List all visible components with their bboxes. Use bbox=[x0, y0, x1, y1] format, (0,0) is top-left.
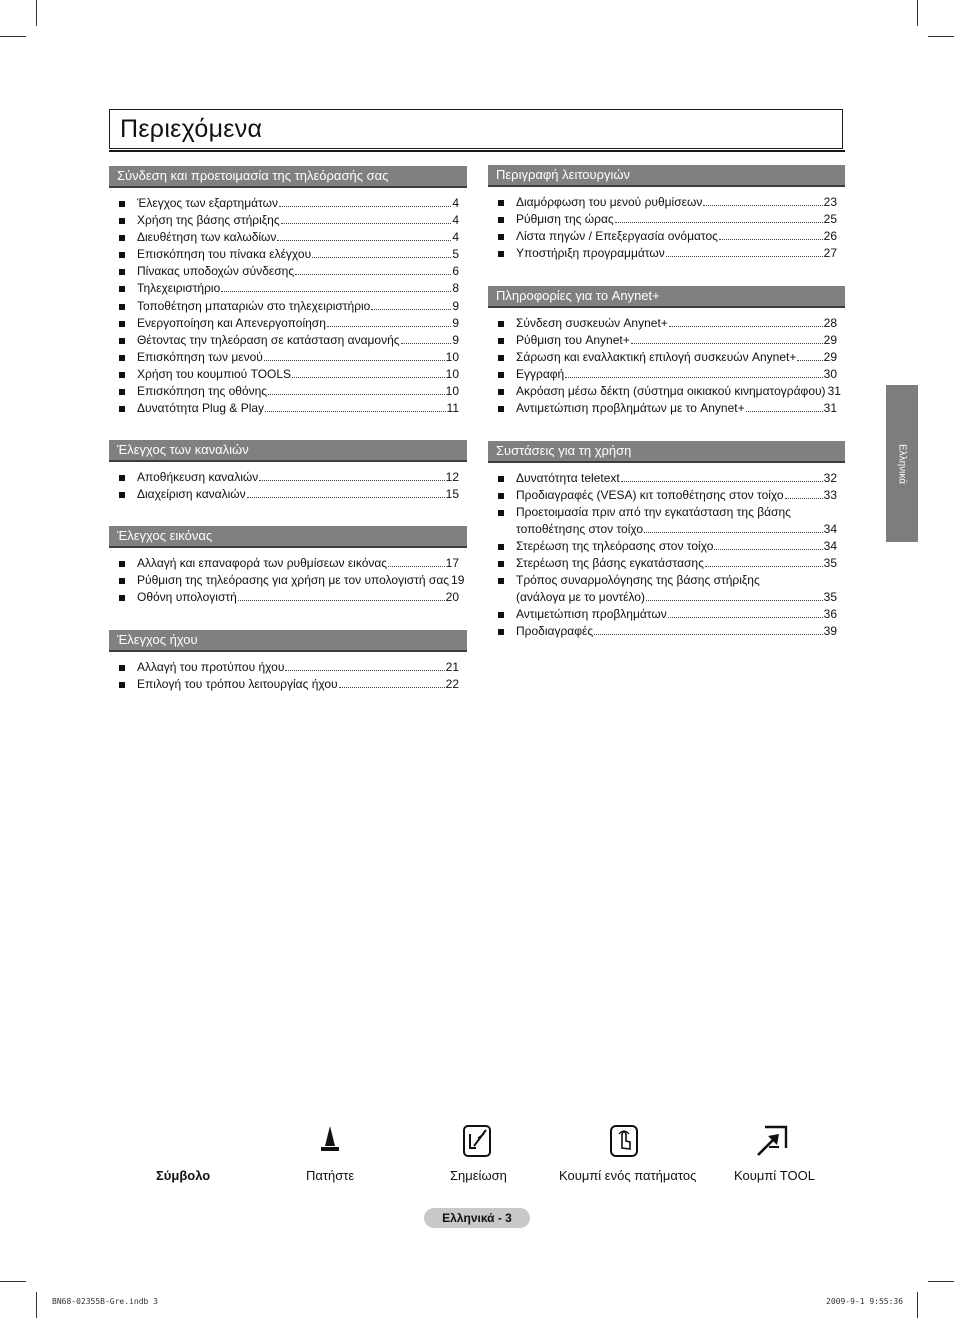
dot-leader bbox=[746, 401, 823, 412]
square-bullet-icon bbox=[119, 492, 125, 498]
toc-entry[interactable] bbox=[109, 589, 467, 606]
square-bullet-icon bbox=[119, 561, 125, 567]
toc-entry-page-number: 29 bbox=[823, 350, 837, 365]
dot-leader bbox=[631, 333, 823, 344]
toc-entry-text: Λίστα πηγών / Επεξεργασία ονόματος bbox=[516, 229, 718, 244]
toc-entry[interactable] bbox=[488, 194, 845, 211]
dot-leader bbox=[594, 624, 823, 635]
toc-entry-page-number: 9 bbox=[452, 315, 459, 330]
toc-section-header: Σύνδεση και προετοιμασία της τηλεόρασής σας bbox=[109, 166, 467, 188]
square-bullet-icon bbox=[498, 406, 504, 412]
dot-leader bbox=[401, 333, 452, 344]
square-bullet-icon bbox=[498, 389, 504, 395]
toc-entry-page-number: 15 bbox=[445, 487, 459, 502]
toc-entry-text: Πίνακας υποδοχών σύνδεσης bbox=[137, 264, 295, 279]
toc-entry[interactable] bbox=[109, 400, 467, 417]
toc-entry-text: Δυνατότητα Plug & Play bbox=[137, 401, 265, 416]
press-icon bbox=[320, 1124, 340, 1156]
dot-leader bbox=[339, 677, 445, 688]
toc-entry-text: Σάρωση και εναλλακτική επιλογή συσκευών Anynet+ bbox=[516, 350, 797, 365]
toc-entry-text-line1: Τρόπος συναρμολόγησης της βάσης στήριξης bbox=[516, 573, 760, 588]
toc-entry-text: Σύνδεση συσκευών Anynet+ bbox=[516, 316, 668, 330]
crop-mark bbox=[0, 1281, 26, 1282]
toc-entry[interactable] bbox=[488, 211, 845, 228]
toc-entry[interactable] bbox=[109, 659, 467, 676]
square-bullet-icon bbox=[498, 476, 504, 482]
dot-leader bbox=[295, 264, 451, 275]
square-bullet-icon bbox=[119, 665, 125, 671]
toc-entry-text: Εγγραφή bbox=[516, 367, 565, 382]
toc-entry-page-number: 29 bbox=[823, 333, 837, 348]
toc-entry[interactable] bbox=[488, 228, 845, 245]
dot-leader bbox=[371, 299, 451, 310]
square-bullet-icon bbox=[498, 200, 504, 206]
toc-entry-page-number: 31 bbox=[827, 384, 841, 399]
dot-leader bbox=[259, 470, 444, 481]
toc-section bbox=[109, 166, 467, 417]
toc-entry-page-number: 4 bbox=[452, 213, 459, 228]
toc-entry-page-number: 4 bbox=[452, 196, 459, 210]
square-bullet-icon bbox=[498, 372, 504, 378]
crop-mark bbox=[928, 36, 954, 37]
square-bullet-icon bbox=[119, 252, 125, 258]
toc-entry-text: Τοποθέτηση μπαταριών στο τηλεχειριστήριο bbox=[137, 298, 371, 313]
toc-entry[interactable] bbox=[109, 280, 467, 297]
toc-entry-page-number: 25 bbox=[823, 212, 837, 227]
toc-entry[interactable] bbox=[109, 246, 467, 263]
toc-entry-text: Χρήση της βάσης στήριξης bbox=[137, 213, 280, 228]
square-bullet-icon bbox=[119, 682, 125, 688]
toc-section bbox=[488, 286, 845, 418]
toc-entry[interactable] bbox=[109, 486, 467, 503]
toc-entry-text: τοποθέτησης στον τοίχο bbox=[516, 522, 644, 537]
square-bullet-icon bbox=[498, 338, 504, 344]
square-bullet-icon bbox=[119, 321, 125, 327]
toc-entry[interactable] bbox=[488, 400, 845, 417]
toc-entry[interactable] bbox=[488, 538, 845, 555]
toc-section-header: Έλεγχος των καναλιών bbox=[109, 440, 467, 462]
square-bullet-icon bbox=[119, 286, 125, 292]
toc-entry[interactable] bbox=[488, 366, 845, 383]
toc-entry-page-number: 5 bbox=[452, 247, 459, 262]
toc-section bbox=[488, 165, 845, 262]
toc-section-header: Πληροφορίες για το Anynet+ bbox=[488, 286, 845, 308]
dot-leader bbox=[666, 246, 823, 257]
square-bullet-icon bbox=[498, 321, 504, 327]
toc-entry[interactable] bbox=[488, 245, 845, 262]
square-bullet-icon bbox=[119, 475, 125, 481]
toc-entry-text: Επισκόπηση των μενού bbox=[137, 349, 263, 364]
dot-leader bbox=[644, 522, 823, 533]
language-side-tab-label: Ελληνικά bbox=[896, 443, 908, 484]
toc-entry-page-number: 34 bbox=[823, 522, 837, 537]
toc-entry-text: Ρύθμιση του Anynet+ bbox=[516, 333, 630, 348]
square-bullet-icon bbox=[119, 372, 125, 378]
dot-leader bbox=[247, 487, 445, 498]
toc-entry[interactable] bbox=[488, 383, 845, 400]
toc-entry[interactable] bbox=[109, 332, 467, 349]
toc-entry-page-number: 35 bbox=[823, 556, 837, 571]
square-bullet-icon bbox=[119, 269, 125, 275]
toc-entry[interactable] bbox=[488, 470, 845, 487]
toc-entry-page-number: 32 bbox=[823, 471, 837, 485]
toc-entry-page-number: 36 bbox=[823, 607, 837, 622]
toc-entry-text: Στερέωση της βάσης εγκατάστασης bbox=[516, 556, 704, 571]
dot-leader bbox=[785, 488, 823, 499]
language-side-tab bbox=[886, 385, 918, 542]
dot-leader bbox=[221, 281, 451, 292]
toc-entry[interactable] bbox=[488, 504, 845, 538]
toc-entry-page-number: 12 bbox=[445, 470, 459, 484]
legend-tool-label: Κουμπί TOOL bbox=[734, 1168, 815, 1183]
square-bullet-icon bbox=[498, 251, 504, 257]
dot-leader bbox=[621, 471, 823, 482]
square-bullet-icon bbox=[498, 544, 504, 550]
toc-section bbox=[488, 441, 845, 641]
toc-entry-text: Δυνατότητα teletext bbox=[516, 471, 620, 485]
page-number-badge: Ελληνικά - 3 bbox=[424, 1208, 530, 1228]
toc-entry[interactable] bbox=[109, 315, 467, 332]
toc-entry[interactable] bbox=[488, 315, 845, 332]
toc-entry[interactable] bbox=[488, 606, 845, 623]
toc-entry-text: Ενεργοποίηση και Απενεργοποίηση bbox=[137, 315, 326, 330]
square-bullet-icon bbox=[119, 406, 125, 412]
toc-entry[interactable] bbox=[109, 469, 467, 486]
toc-entry-page-number: 21 bbox=[445, 660, 459, 674]
toc-entry-text: Αντιμετώπιση προβλημάτων bbox=[516, 607, 667, 622]
toc-entry-page-number: 9 bbox=[452, 332, 459, 347]
toc-entry-page-number: 26 bbox=[823, 229, 837, 244]
toc-entry[interactable] bbox=[109, 263, 467, 280]
toc-entry-page-number: 11 bbox=[446, 401, 459, 416]
toc-entry-page-number: 35 bbox=[823, 590, 837, 605]
toc-section bbox=[109, 630, 467, 693]
toc-entry-text: Αποθήκευση καναλιών bbox=[137, 470, 259, 484]
toc-section bbox=[109, 526, 467, 606]
crop-mark bbox=[928, 1281, 954, 1282]
toc-entry-text: Προδιαγραφές (VESA) κιτ τοποθέτησης στον τοίχο bbox=[516, 488, 784, 503]
note-icon bbox=[462, 1124, 492, 1158]
dot-leader bbox=[277, 230, 451, 241]
square-bullet-icon bbox=[498, 578, 504, 584]
dot-leader bbox=[668, 607, 823, 618]
dot-leader bbox=[264, 350, 445, 361]
toc-entry[interactable] bbox=[109, 195, 467, 212]
square-bullet-icon bbox=[119, 355, 125, 361]
square-bullet-icon bbox=[119, 235, 125, 241]
toc-entry-page-number: 19 bbox=[451, 573, 465, 588]
square-bullet-icon bbox=[498, 561, 504, 567]
toc-entry[interactable] bbox=[109, 676, 467, 693]
toc-entry-page-number: 10 bbox=[445, 366, 459, 381]
square-bullet-icon bbox=[119, 389, 125, 395]
crop-mark bbox=[0, 36, 26, 37]
toc-entry-page-number: 30 bbox=[823, 367, 837, 382]
toc-entry-text: Αντιμετώπιση προβλημάτων με το Anynet+ bbox=[516, 401, 745, 416]
toc-entry-page-number: 8 bbox=[452, 281, 459, 296]
dot-leader bbox=[312, 247, 451, 258]
toc-entry-text: Στερέωση της τηλεόρασης στον τοίχο bbox=[516, 539, 714, 554]
toc-entry-page-number: 17 bbox=[445, 556, 459, 570]
square-bullet-icon bbox=[498, 217, 504, 223]
toc-entry-text: Τηλεχειριστήριο bbox=[137, 281, 221, 296]
square-bullet-icon bbox=[119, 304, 125, 310]
dot-leader bbox=[268, 384, 445, 395]
tool-button-icon bbox=[755, 1124, 789, 1158]
dot-leader bbox=[565, 367, 822, 378]
toc-section-header: Περιγραφή λειτουργιών bbox=[488, 165, 845, 187]
toc-entry-text: Οθόνη υπολογιστή bbox=[137, 590, 237, 605]
one-touch-button-icon bbox=[609, 1124, 639, 1158]
square-bullet-icon bbox=[498, 629, 504, 635]
dot-leader bbox=[615, 212, 823, 223]
toc-entry-text: Ρύθμιση της τηλεόρασης για χρήση με τον υπολογιστή σας bbox=[137, 573, 450, 588]
title-underline bbox=[109, 150, 845, 152]
toc-section bbox=[109, 440, 467, 503]
crop-mark bbox=[36, 0, 37, 26]
toc-entry-page-number: 4 bbox=[452, 230, 459, 245]
dot-leader bbox=[388, 556, 445, 567]
toc-entry-page-number: 20 bbox=[445, 590, 459, 605]
toc-entry[interactable] bbox=[109, 366, 467, 383]
toc-entry[interactable] bbox=[488, 623, 845, 640]
toc-entry-page-number: 33 bbox=[823, 488, 837, 503]
toc-section-header: Έλεγχος εικόνας bbox=[109, 526, 467, 548]
square-bullet-icon bbox=[498, 612, 504, 618]
toc-entry[interactable] bbox=[109, 212, 467, 229]
toc-entry-page-number: 31 bbox=[823, 401, 837, 416]
square-bullet-icon bbox=[119, 338, 125, 344]
toc-entry[interactable] bbox=[109, 229, 467, 246]
toc-entry-page-number: 28 bbox=[823, 316, 837, 330]
toc-entry-text: Έλεγχος των εξαρτημάτων bbox=[137, 196, 278, 210]
square-bullet-icon bbox=[119, 201, 125, 207]
toc-entry-text: Θέτοντας την τηλεόραση σε κατάσταση αναμονής bbox=[137, 332, 400, 347]
toc-entry-page-number: 9 bbox=[452, 298, 459, 313]
toc-entry-text: Διευθέτηση των καλωδίων bbox=[137, 230, 277, 245]
toc-entry-text: Χρήση του κουμπιού TOOLS bbox=[137, 366, 292, 381]
toc-entry[interactable] bbox=[488, 332, 845, 349]
toc-section-header: Έλεγχος ήχου bbox=[109, 630, 467, 652]
crop-mark bbox=[917, 1292, 918, 1318]
toc-entry-page-number: 10 bbox=[445, 349, 459, 364]
toc-entry[interactable] bbox=[109, 572, 467, 589]
page-title-box bbox=[109, 109, 843, 149]
dot-leader bbox=[285, 660, 444, 671]
toc-entry-page-number: 23 bbox=[823, 195, 837, 209]
toc-entry[interactable] bbox=[488, 572, 845, 606]
toc-entry-text: Υποστήριξη προγραμμάτων bbox=[516, 246, 665, 261]
legend-press-label: Πατήστε bbox=[306, 1168, 355, 1183]
crop-mark bbox=[917, 0, 918, 26]
dot-leader bbox=[292, 367, 445, 378]
dot-leader bbox=[327, 316, 451, 327]
dot-leader bbox=[669, 316, 823, 327]
square-bullet-icon bbox=[498, 493, 504, 499]
crop-mark bbox=[36, 1292, 37, 1318]
square-bullet-icon bbox=[498, 510, 504, 516]
toc-entry-page-number: 34 bbox=[823, 539, 837, 554]
square-bullet-icon bbox=[498, 355, 504, 361]
dot-leader bbox=[719, 229, 823, 240]
square-bullet-icon bbox=[119, 218, 125, 224]
dot-leader bbox=[714, 539, 822, 550]
toc-entry-text: Ρύθμιση της ώρας bbox=[516, 212, 614, 227]
toc-entry-page-number: 6 bbox=[452, 264, 459, 279]
legend-one-touch-label: Κουμπί ενός πατήματος bbox=[559, 1168, 697, 1183]
print-footer-timestamp: 2009-9-1 9:55:36 bbox=[826, 1297, 904, 1306]
dot-leader bbox=[705, 556, 823, 567]
square-bullet-icon bbox=[119, 595, 125, 601]
toc-entry[interactable] bbox=[109, 383, 467, 400]
toc-entry-page-number: 27 bbox=[823, 246, 837, 261]
dot-leader bbox=[279, 196, 451, 207]
toc-entry-page-number: 39 bbox=[823, 624, 837, 639]
toc-entry[interactable] bbox=[109, 298, 467, 315]
dot-leader bbox=[238, 590, 445, 601]
toc-entry-text: Διαμόρφωση του μενού ρυθμίσεων bbox=[516, 195, 703, 209]
toc-entry[interactable] bbox=[488, 349, 845, 366]
toc-entry-text: Αλλαγή και επαναφορά των ρυθμίσεων εικόνας bbox=[137, 556, 388, 570]
toc-entry-text: Ακρόαση μέσω δέκτη (σύστημα οικιακού κινηματογράφου) bbox=[516, 384, 826, 399]
toc-section-header: Συστάσεις για τη χρήση bbox=[488, 441, 845, 463]
toc-entry-text: Επισκόπηση του πίνακα ελέγχου bbox=[137, 247, 312, 262]
square-bullet-icon bbox=[498, 234, 504, 240]
toc-entry-text: Αλλαγή του προτύπου ήχου bbox=[137, 660, 285, 674]
legend-note-label: Σημείωση bbox=[450, 1168, 507, 1183]
dot-leader bbox=[281, 213, 452, 224]
toc-entry[interactable] bbox=[488, 555, 845, 572]
dot-leader bbox=[797, 350, 822, 361]
toc-entry-text: Διαχείριση καναλιών bbox=[137, 487, 246, 502]
toc-entry-page-number: 10 bbox=[445, 384, 459, 399]
toc-entry-text: (ανάλογα με το μοντέλο) bbox=[516, 590, 645, 605]
page-title: Περιεχόμενα bbox=[120, 115, 263, 143]
toc-entry[interactable] bbox=[109, 555, 467, 572]
dot-leader bbox=[646, 590, 823, 601]
toc-entry-page-number: 22 bbox=[445, 677, 459, 692]
toc-entry-text-line1: Προετοιμασία πριν από την εγκατάσταση της βάσης bbox=[516, 505, 791, 520]
toc-entry-text: Επισκόπηση της οθόνης bbox=[137, 384, 268, 399]
square-bullet-icon bbox=[119, 578, 125, 584]
toc-entry[interactable] bbox=[488, 487, 845, 504]
toc-entry-text: Επιλογή του τρόπου λειτουργίας ήχου bbox=[137, 677, 338, 692]
toc-entry[interactable] bbox=[109, 349, 467, 366]
legend-symbol-label: Σύμβολο bbox=[156, 1168, 211, 1183]
dot-leader bbox=[265, 401, 445, 412]
print-footer-file: BN68-02355B-Gre.indb 3 bbox=[52, 1297, 158, 1306]
dot-leader bbox=[703, 195, 822, 206]
toc-entry-text: Προδιαγραφές bbox=[516, 624, 594, 639]
